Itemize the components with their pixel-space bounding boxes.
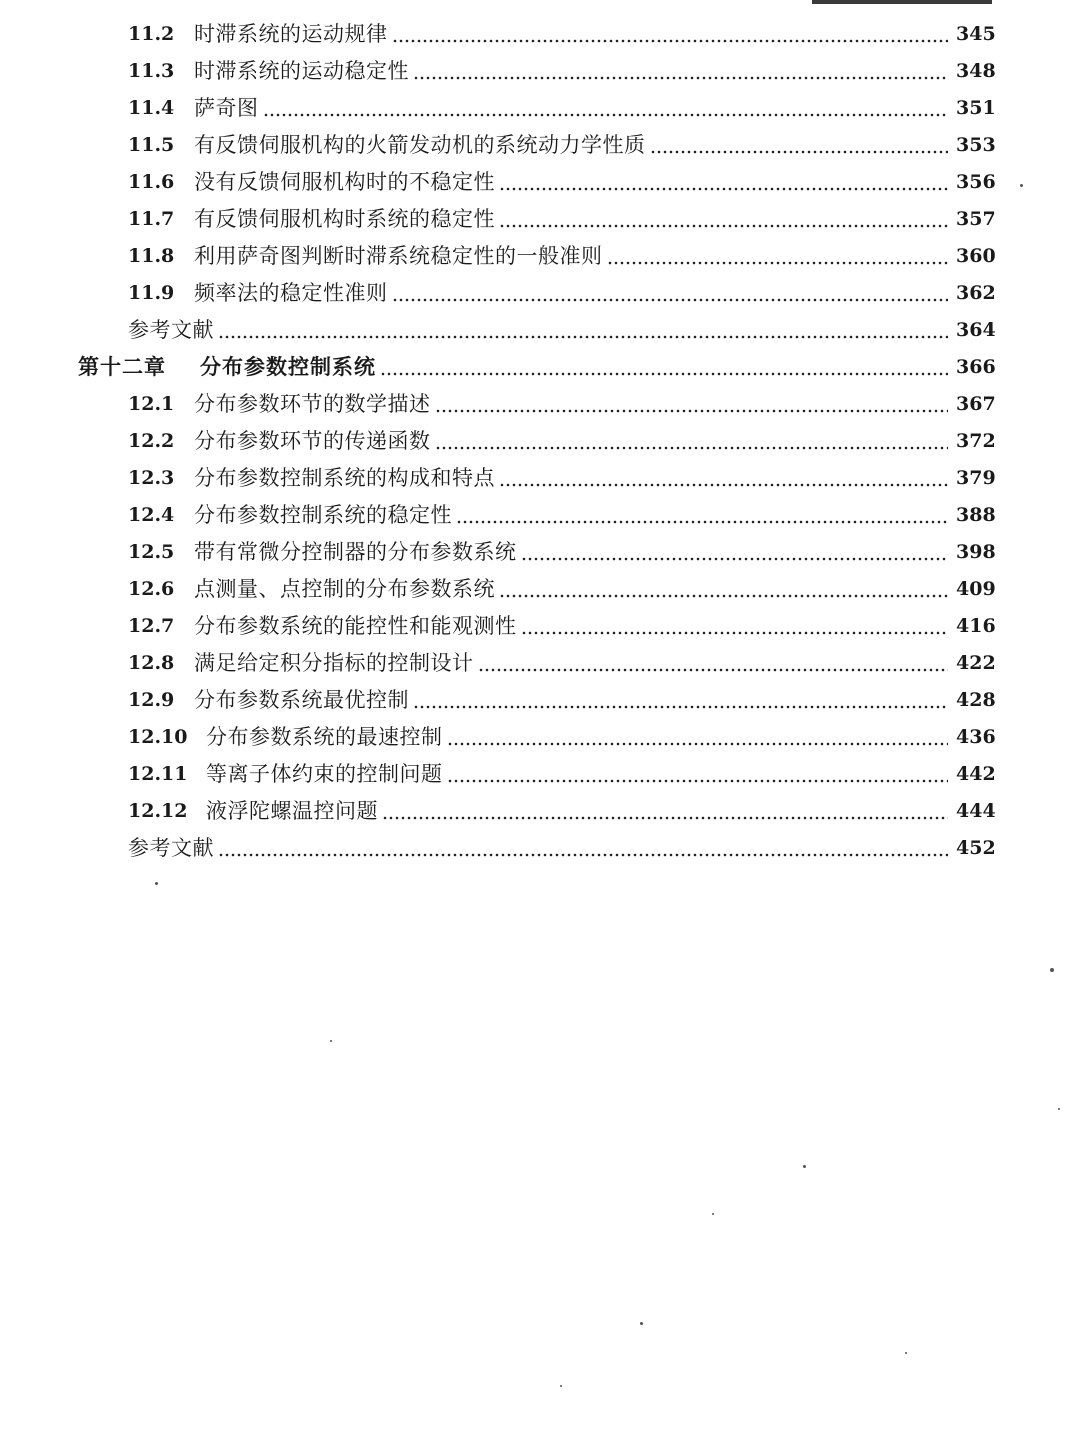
toc-entry[interactable] [128,240,1000,272]
page-number: 428 [956,689,996,711]
page-number: 452 [956,837,996,859]
page-number: 360 [956,245,996,267]
scan-speck [560,1385,562,1387]
header-rule [812,0,992,4]
section-title: 有反馈伺服机构的火箭发动机的系统动力学性质 [194,133,646,157]
dot-leader [218,832,948,864]
section-number: 11.5 [128,134,175,156]
section-title: 分布参数系统的最速控制 [206,725,443,749]
scan-speck [155,882,158,885]
references-title: 参考文献 [128,318,214,342]
dot-leader [456,499,948,531]
page-number: 362 [956,282,996,304]
dot-leader [521,536,949,568]
section-number: 12.12 [128,800,188,822]
section-number: 12.7 [128,615,175,637]
section-number: 11.6 [128,171,175,193]
dot-leader [499,203,948,235]
section-number: 11.8 [128,245,175,267]
section-title: 分布参数系统最优控制 [194,688,409,712]
page-number: 442 [956,763,996,785]
page-number: 409 [956,578,996,600]
toc-entry[interactable] [128,684,1000,716]
dot-leader [392,18,949,50]
section-title: 点测量、点控制的分布参数系统 [194,577,495,601]
scan-speck [803,1165,806,1168]
page-number: 364 [956,319,996,341]
section-number: 12.1 [128,393,175,415]
chapter-label: 第十二章 [78,354,166,379]
page-number: 372 [956,430,996,452]
toc-entry[interactable] [128,388,1000,420]
scan-speck [330,1040,332,1042]
page-number: 388 [956,504,996,526]
page-number: 416 [956,615,996,637]
toc-entry[interactable] [128,536,1000,568]
dot-leader [650,129,949,161]
section-title: 时滞系统的运动规律 [194,22,388,46]
page-number: 357 [956,208,996,230]
references-title: 参考文献 [128,836,214,860]
section-title: 带有常微分控制器的分布参数系统 [194,540,517,564]
toc-entry[interactable] [128,795,1000,827]
dot-leader [499,166,948,198]
dot-leader [478,647,949,679]
section-number: 12.5 [128,541,175,563]
section-title: 满足给定积分指标的控制设计 [194,651,474,675]
section-title: 分布参数环节的数学描述 [194,392,431,416]
section-number: 12.11 [128,763,188,785]
toc-entry[interactable] [128,129,1000,161]
section-title: 频率法的稳定性准则 [194,281,388,305]
section-title: 等离子体约束的控制问题 [206,762,443,786]
section-number: 11.2 [128,23,175,45]
page-number: 348 [956,60,996,82]
page-number: 422 [956,652,996,674]
section-title: 分布参数控制系统的稳定性 [194,503,452,527]
dot-leader [263,92,949,124]
toc-entry[interactable] [128,55,1000,87]
toc-entry[interactable] [128,721,1000,753]
toc-entry[interactable] [128,573,1000,605]
toc-chapter-heading[interactable] [78,351,1000,383]
dot-leader [447,758,949,790]
toc-entry[interactable] [128,610,1000,642]
dot-leader [218,314,948,346]
page-number: 345 [956,23,996,45]
section-number: 11.4 [128,97,175,119]
toc-entry[interactable] [128,203,1000,235]
toc-entry[interactable] [128,166,1000,198]
dot-leader [435,388,949,420]
toc-entry[interactable] [128,462,1000,494]
page-number: 444 [956,800,996,822]
section-title: 有反馈伺服机构时系统的稳定性 [194,207,495,231]
scan-speck [1020,184,1023,187]
dot-leader [382,795,948,827]
toc-entry-references[interactable] [128,314,1000,346]
section-number: 11.3 [128,60,175,82]
chapter-title: 分布参数控制系统 [200,354,376,379]
section-title: 利用萨奇图判断时滞系统稳定性的一般准则 [194,244,603,268]
section-number: 12.8 [128,652,175,674]
dot-leader [607,240,949,272]
dot-leader [447,721,949,753]
section-number: 11.9 [128,282,175,304]
scan-speck [640,1322,643,1325]
section-title: 液浮陀螺温控问题 [206,799,378,823]
section-title: 分布参数系统的能控性和能观测性 [194,614,517,638]
section-number: 12.9 [128,689,175,711]
scan-speck [905,1352,907,1354]
page-number: 351 [956,97,996,119]
page-number: 379 [956,467,996,489]
section-title: 萨奇图 [194,96,259,120]
toc-entry[interactable] [128,425,1000,457]
scan-speck [1050,968,1054,972]
page-number: 398 [956,541,996,563]
section-number: 12.6 [128,578,175,600]
dot-leader [413,684,948,716]
section-number: 12.3 [128,467,175,489]
toc-entry[interactable] [128,758,1000,790]
dot-leader [521,610,949,642]
section-number: 12.10 [128,726,188,748]
scan-speck [712,1213,714,1215]
section-number: 11.7 [128,208,175,230]
section-number: 12.4 [128,504,175,526]
dot-leader [435,425,949,457]
toc-entry[interactable] [128,647,1000,679]
section-title: 没有反馈伺服机构时的不稳定性 [194,170,495,194]
dot-leader [499,462,948,494]
section-title: 分布参数控制系统的构成和特点 [194,466,495,490]
toc-entry[interactable] [128,92,1000,124]
section-title: 时滞系统的运动稳定性 [194,59,409,83]
page-number: 436 [956,726,996,748]
dot-leader [392,277,949,309]
page-number: 353 [956,134,996,156]
page-number: 367 [956,393,996,415]
dot-leader [380,351,948,383]
dot-leader [413,55,948,87]
toc-entry[interactable] [128,499,1000,531]
toc-entry[interactable] [128,18,1000,50]
dot-leader [499,573,948,605]
page-number: 356 [956,171,996,193]
page-number: 366 [956,356,996,378]
scan-speck [1058,1108,1060,1110]
section-title: 分布参数环节的传递函数 [194,429,431,453]
toc-entry[interactable] [128,277,1000,309]
section-number: 12.2 [128,430,175,452]
toc-entry-references[interactable] [128,832,1000,864]
